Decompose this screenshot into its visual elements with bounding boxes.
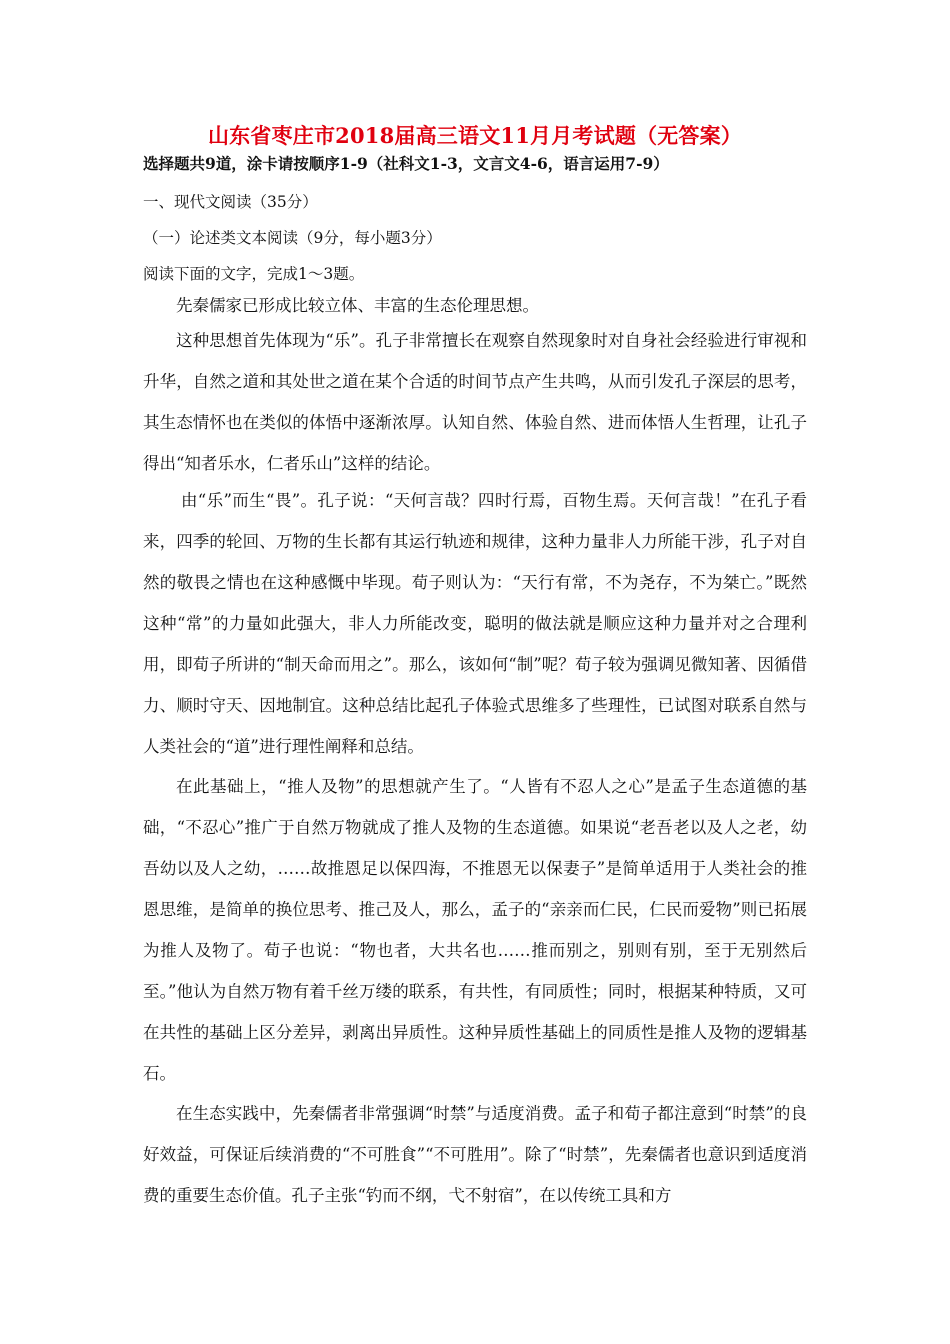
- section-heading: 一、现代文阅读（35分）: [143, 193, 318, 211]
- document-title: 山东省枣庄市2018届高三语文11月月考试题（无答案）: [207, 123, 743, 148]
- paragraph-2: 这种思想首先体现为“乐”。孔子非常擅长在观察自然现象时对自身社会经验进行审视和升华，自然之道和其处世之道在某个合适的时间节点产生共鸣，从而引发孔子深层的思考，其生态情怀也在类似的体悟中逐渐浓厚。认知自然、体验自然、进而体悟人生哲理，让孔子得出“知者乐水，仁者乐山”这样的结论。: [143, 331, 807, 473]
- paragraph-5: 在生态实践中，先秦儒者非常强调“时禁”与适度消费。孟子和荀子都注意到“时禁”的良好效益，可保证后续消费的“不可胜食”“不可胜用”。除了“时禁”，先秦儒者也意识到适度消费的重要生态价值。孔子主张“钓而不纲，弋不射宿”，在以传统工具和方: [143, 1104, 807, 1205]
- paragraph-1: 先秦儒家已形成比较立体、丰富的生态伦理思想。: [176, 296, 539, 315]
- paragraph-4: 在此基础上，“推人及物”的思想就产生了。“人皆有不忍人之心”是孟子生态道德的基础，“不忍心”推广于自然万物就成了推人及物的生态道德。如果说“老吾老以及人之老，幼吾幼以及人之幼，……故推恩足以保四海，不推恩无以保妻子”是简单适用于人类社会的推恩思维，是简单的换位思考、推己及人，那么，孟子的“亲亲而仁民，仁民而爱物”则已拓展为推人及物了。荀子也说：“物也者，大共名也……推而别之，别则有别，至于无别然后至。”他认为自然万物有着千丝万缕的联系，有共性，有同质性；同时，根据某种特质，又可在共性的基础上区分差异，剥离出异质性。这种异质性基础上的同质性是推人及物的逻辑基石。: [143, 777, 807, 1083]
- instructions-note: 选择题共9道，涂卡请按顺序1-9（社科文1-3，文言文4-6，语言运用7-9）: [143, 154, 669, 173]
- subsection-heading: （一）论述类文本阅读（9分，每小题3分）: [143, 229, 442, 247]
- paragraph-3: 由“乐”而生“畏”。孔子说：“天何言哉？四时行焉，百物生焉。天何言哉！”在孔子看来，四季的轮回、万物的生长都有其运行轨迹和规律，这种力量非人力所能干涉，孔子对自然的敬畏之情也在这种感慨中毕现。荀子则认为：“天行有常，不为尧存，不为桀亡。”既然这种“常”的力量如此强大，非人力所能改变，聪明的做法就是顺应这种力量并对之合理利用，即荀子所讲的“制天命而用之”。那么，该如何“制”呢？荀子较为强调见微知著、因循借力、顺时守天、因地制宜。这种总结比起孔子体验式思维多了些理性，已试图对联系自然与人类社会的“道”进行理性阐释和总结。: [143, 491, 807, 756]
- reading-instruction: 阅读下面的文字，完成1～3题。: [143, 265, 365, 283]
